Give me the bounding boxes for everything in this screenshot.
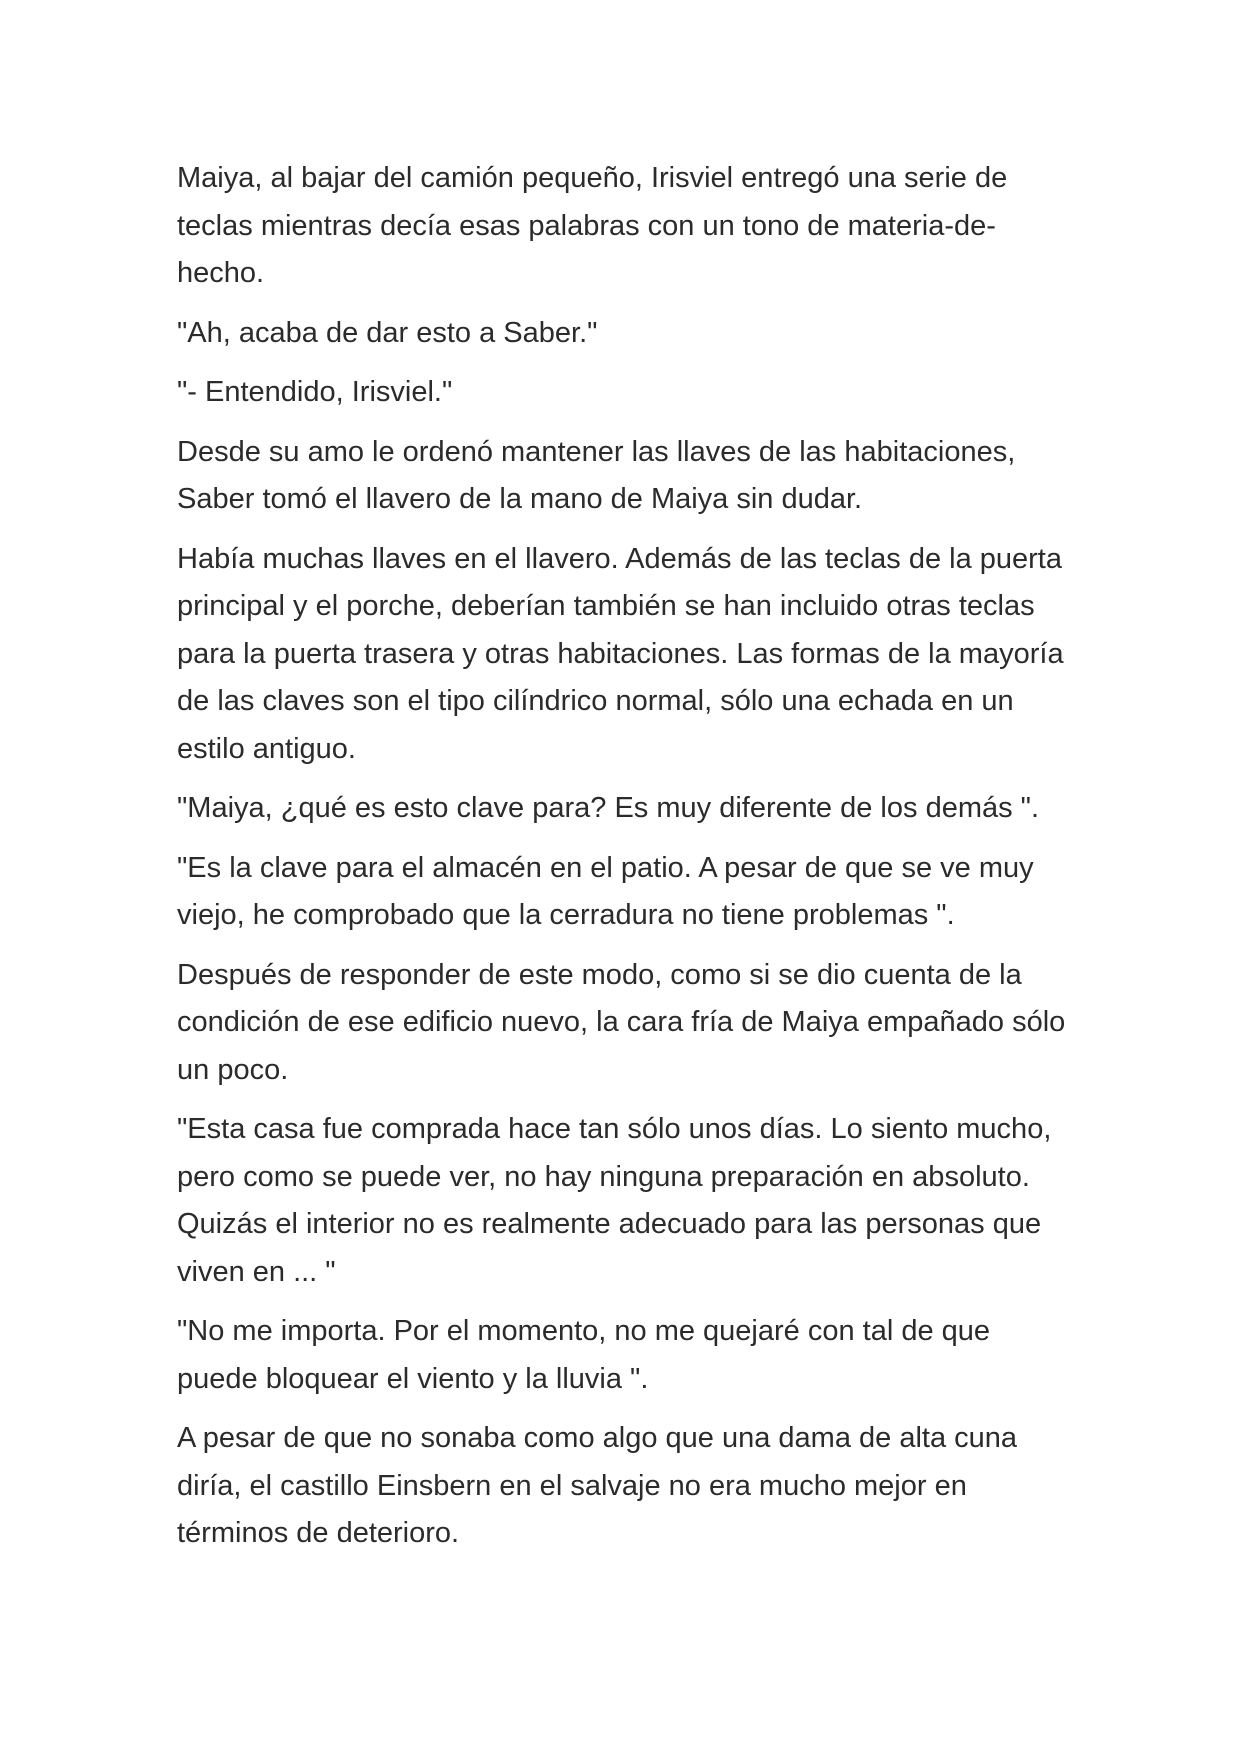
paragraph: "No me importa. Por el momento, no me quejaré con tal de que puede bloquear el viento y la lluvia ".: [177, 1315, 991, 1395]
paragraph: Maiya, al bajar del camión pequeño, Irisviel entregó una serie de teclas mientras decía esas palabras con un tono de materia-de-hecho.: [177, 162, 1008, 289]
paragraph: Desde su amo le ordenó mantener las llaves de las habitaciones, Saber tomó el llavero de la mano de Maiya sin dudar.: [177, 435, 1016, 515]
paragraph: "- Entendido, Irisviel.": [177, 376, 453, 408]
document-body: [177, 155, 1077, 1570]
paragraph: "Esta casa fue comprada hace tan sólo unos días. Lo siento mucho, pero como se puede ver, no hay ninguna preparación en absoluto. Quizás el interior no es realmente adecuado para las personas que viven en ... ": [177, 1113, 1052, 1288]
paragraph: "Maiya, ¿qué es esto clave para? Es muy diferente de los demás ".: [177, 792, 1040, 824]
paragraph: "Ah, acaba de dar esto a Saber.": [177, 316, 598, 349]
paragraph: "Es la clave para el almacén en el patio. A pesar de que se ve muy viejo, he comprobado que la cerradura no tiene problemas ".: [177, 851, 1034, 931]
paragraph: Después de responder de este modo, como si se dio cuenta de la condición de ese edificio nuevo, la cara fría de Maiya empañado sólo un poco.: [177, 958, 1066, 1086]
paragraph: A pesar de que no sonaba como algo que una dama de alta cuna diría, el castillo Einsbern en el salvaje no era mucho mejor en términos de deterioro.: [177, 1422, 1018, 1549]
paragraph: Había muchas llaves en el llavero. Además de las teclas de la puerta principal y el porche, deberían también se han incluido otras teclas para la puerta trasera y otras habitaciones. Las formas de la mayoría de las claves son el tipo cilíndrico normal, sólo una echada en un estilo antiguo.: [177, 542, 1064, 765]
